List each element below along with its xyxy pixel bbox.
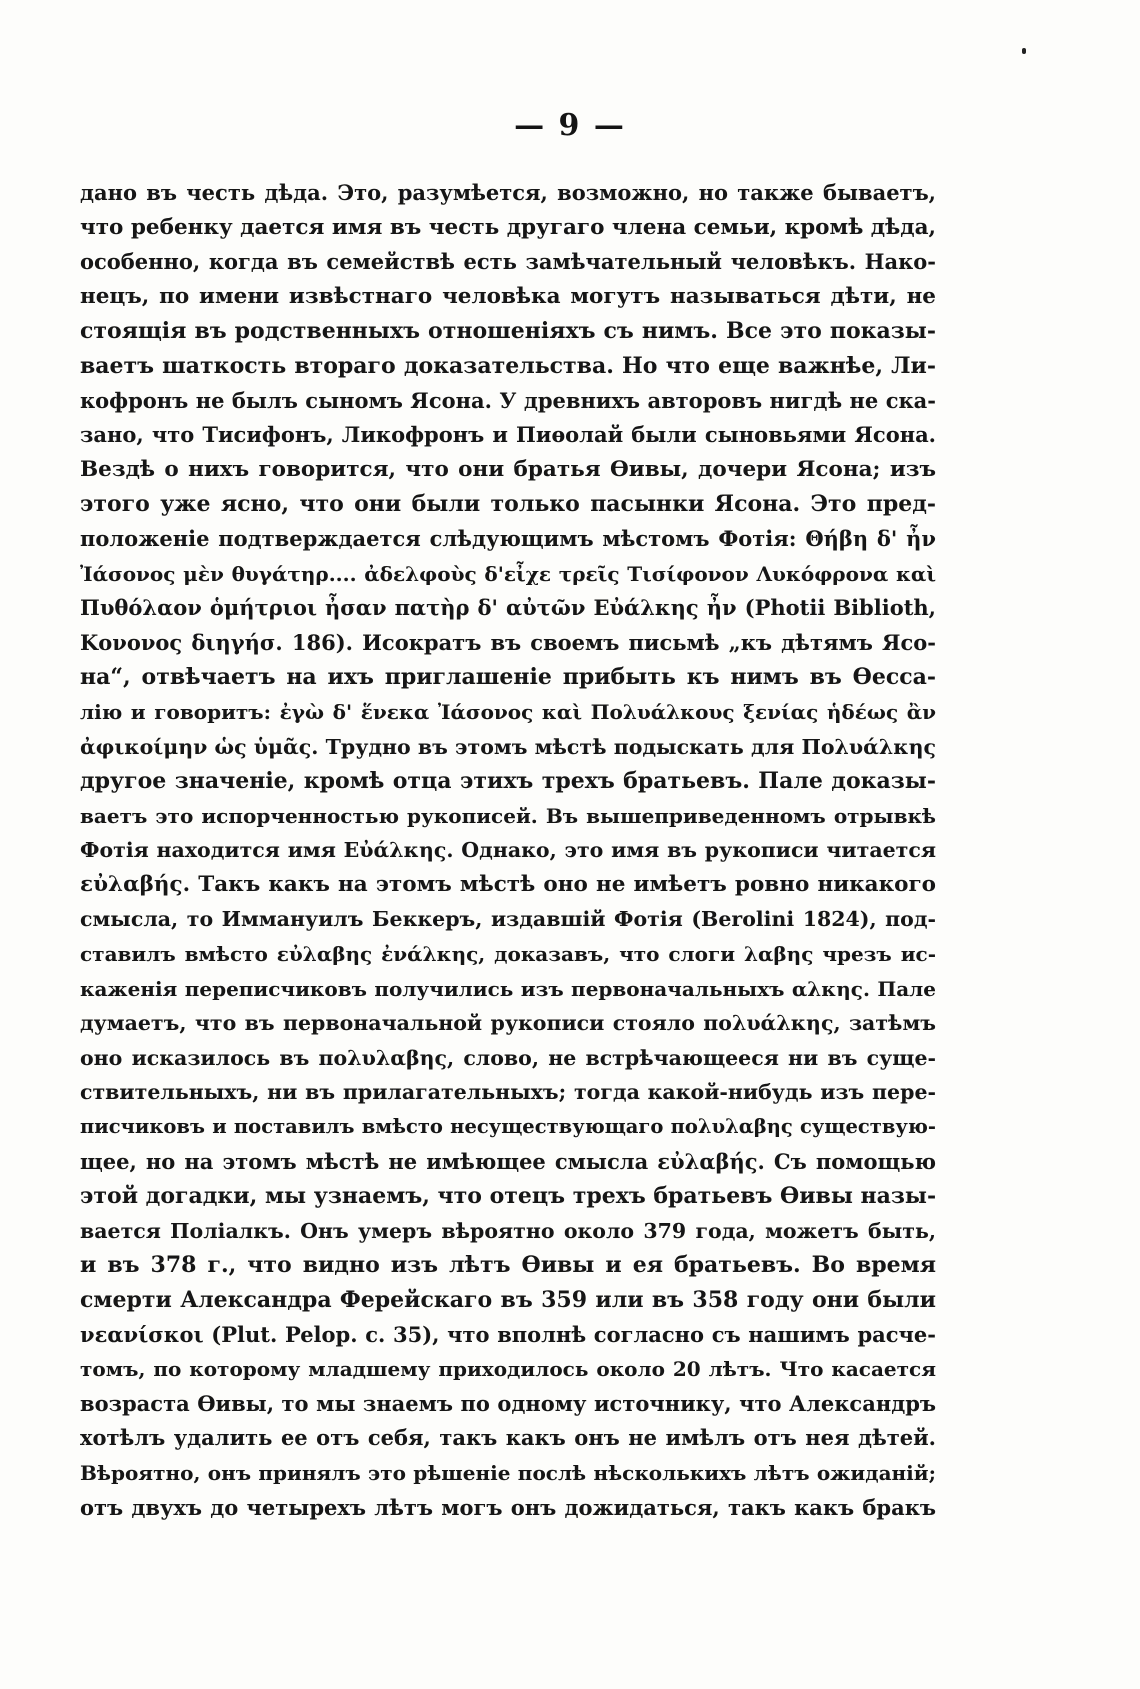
text-line: томъ, по которому младшему приходилось около 20 лѣтъ. Что касается — [80, 1357, 936, 1382]
text-line: ваетъ это испорченностью рукописей. Въ вышеприведенномъ отрывкѣ — [80, 803, 936, 828]
text-line: стоящія въ родственныхъ отношеніяхъ съ нимъ. Все это показы- — [80, 318, 936, 345]
text-line: νεανίσκοι (Plut. Pelop. c. 35), что вполнѣ согласно съ нашимъ расче- — [80, 1321, 936, 1347]
text-line: на“, отвѣчаетъ на ихъ приглашеніе прибыть къ нимъ въ Ѳесса- — [80, 664, 936, 691]
text-line: дано въ честь дѣда. Это, разумѣется, возможно, но также бываетъ, — [80, 180, 936, 205]
text-line: оно исказилось въ πολυλαβης, слово, не встрѣчающееся ни въ суще- — [80, 1045, 936, 1070]
text-line: возраста Ѳивы, то мы знаемъ по одному источнику, что Александръ — [80, 1390, 936, 1416]
text-line: этого уже ясно, что они были только пасынки Ясона. Это пред- — [80, 491, 936, 518]
text-line: что ребенку дается имя въ честь другаго члена семьи, кромѣ дѣда, — [80, 214, 936, 240]
text-line: думаетъ, что въ первоначальной рукописи стояло πολυάλκης, затѣмъ — [80, 1011, 936, 1036]
text-line: писчиковъ и поставилъ вмѣсто несуществующаго πολυλαβης существую- — [80, 1115, 936, 1139]
text-line: Πυθόλαον ὁμήτριοι ἦσαν πατὴρ δ' αὐτῶν Εὐάλκης ἦν (Photii Biblioth, — [80, 595, 936, 621]
text-line: и въ 378 г., что видно изъ лѣтъ Ѳивы и ея братьевъ. Во время — [80, 1252, 936, 1279]
text-line: другое значеніе, кромѣ отца этихъ трехъ братьевъ. Пале доказы- — [80, 768, 936, 795]
text-line: Κονονος διηγήσ. 186). Исократъ въ своемъ письмѣ „къ дѣтямъ Ясо- — [80, 629, 936, 655]
text-line: особенно, когда въ семействѣ есть замѣчательный человѣкъ. Нако- — [80, 249, 936, 275]
text-line: положеніе подтверждается слѣдующимъ мѣстомъ Фотія: Θήβη δ' ἦν — [80, 525, 936, 551]
text-line: каженія переписчиковъ получились изъ первоначальныхъ αλκης. Пале — [80, 976, 936, 1001]
text-line: Вѣроятно, онъ принялъ это рѣшеніе послѣ нѣсколькихъ лѣтъ ожиданій; — [80, 1460, 936, 1485]
body-text — [80, 176, 936, 1525]
scan-speck — [1022, 48, 1026, 54]
text-line: ἀφικοίμην ὡς ὑμᾶς. Трудно въ этомъ мѣстѣ подыскать для Πολυάλκης — [80, 734, 936, 759]
text-line: нецъ, по имени извѣстнаго человѣка могутъ называться дѣти, не — [80, 283, 936, 309]
text-line: щее, но на этомъ мѣстѣ не имѣющее смысла εὐλαβής. Съ помощью — [80, 1148, 936, 1174]
text-line: Фотія находится имя Εὐάλκης. Однако, это имя въ рукописи читается — [80, 838, 936, 863]
text-line: ставилъ вмѣсто εὐλαβης ἐνάλκης, доказавъ, что слоги λαβης чрезъ ис- — [80, 942, 936, 967]
text-line: Вездѣ о нихъ говорится, что они братья Ѳивы, дочери Ясона; изъ — [80, 456, 936, 482]
text-line: ваетъ шаткость втораго доказательства. Но что еще важнѣе, Ли- — [80, 352, 936, 379]
text-line: отъ двухъ до четырехъ лѣтъ могъ онъ дожидаться, такъ какъ бракъ — [80, 1494, 936, 1520]
text-line: εὐλαβής. Такъ какъ на этомъ мѣстѣ оно не имѣетъ ровно никакого — [80, 871, 936, 897]
text-line: кофронъ не былъ сыномъ Ясона. У древнихъ авторовъ нигдѣ не ска- — [80, 387, 936, 413]
page-number: — 9 — — [514, 108, 626, 143]
text-line: смерти Александра Ферейскаго въ 359 или въ 358 году они были — [80, 1287, 936, 1313]
text-line: ствительныхъ, ни въ прилагательныхъ; тогда какой-нибудь изъ пере- — [80, 1080, 936, 1105]
text-line: Ἰάσονος μὲν θυγάτηρ.... ἀδελφοὺς δ'εἶχε τρεῖς Τισίφονον Λυκόφρονα καὶ — [80, 561, 936, 586]
text-line: зано, что Тисифонъ, Ликофронъ и Пиѳолай были сыновьями Ясона. — [80, 422, 936, 448]
text-line: вается Поліалкъ. Онъ умеръ вѣроятно около 379 года, можетъ быть, — [80, 1218, 936, 1243]
text-line: этой догадки, мы узнаемъ, что отецъ трехъ братьевъ Ѳивы назы- — [80, 1183, 936, 1210]
text-line: смысла, то Иммануилъ Беккеръ, издавшій Фотія (Berolini 1824), под- — [80, 907, 936, 932]
text-line: хотѣлъ удалить ее отъ себя, такъ какъ онъ не имѣлъ отъ нея дѣтей. — [80, 1425, 936, 1451]
text-line: лію и говоритъ: ἐγὼ δ' ἕνεκα Ἰάσονος καὶ Πολυάλκους ξενίας ἡδέως ἂν — [80, 699, 936, 724]
